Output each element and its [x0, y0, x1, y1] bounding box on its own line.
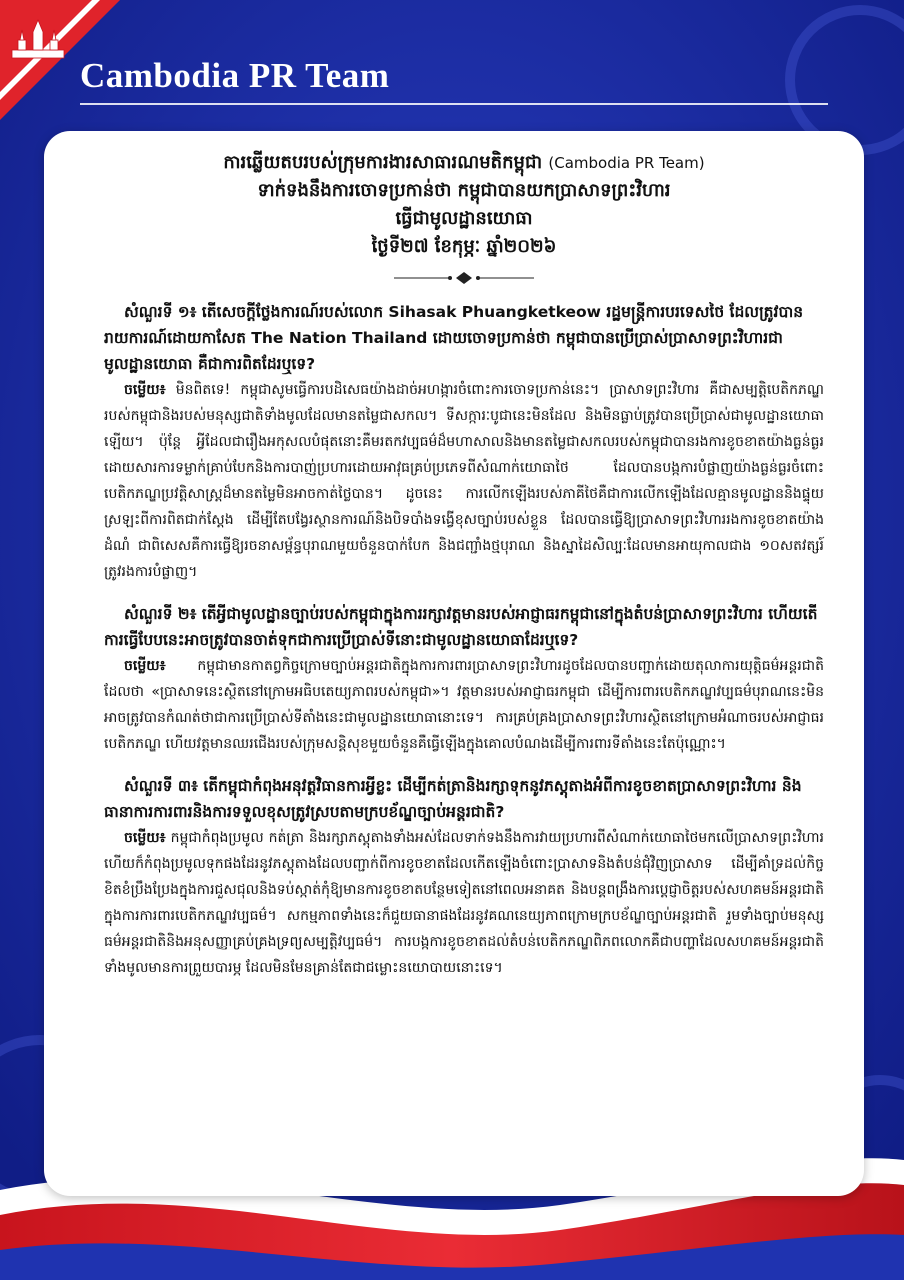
qa-item-1: [104, 299, 824, 585]
answer-1: [104, 377, 824, 585]
question-3: សំណួរទី ៣៖ តើកម្ពុជាកំពុងអនុវត្តវិធានការអ្វីខ្លះ ដើម្បីកត់ត្រានិងរក្សាទុកនូវភស្តុតាងអំពីការខូចខាតប្រាសាទព្រះវិហារ និងធានាការការពារនិងការទទួលខុសត្រូវស្របតាមក្របខ័ណ្ឌច្បាប់អន្តរជាតិ?: [104, 777, 802, 821]
title-line-1-sub: (Cambodia PR Team): [548, 154, 705, 172]
title-line-1: [104, 149, 824, 177]
title-date: ថ្ងៃទី២៧ ខែកុម្ភៈ ឆ្នាំ២០២៦: [371, 236, 557, 257]
qa-item-2: [104, 601, 824, 757]
answer-label: ចម្លើយ៖: [124, 382, 166, 398]
answer-1-text: មិនពិតទេ! កម្ពុជាសូមធ្វើការបដិសេធយ៉ាងដាច់អហង្ការចំពោះការចោទប្រកាន់នេះ។ ប្រាសាទព្រះវិហារ គឺជាសម្បត្តិបេតិកភណ្ឌរបស់កម្ពុជានិងរបស់មនុស្សជាតិទាំងមូលដែលមានតម្លៃជាសកល។ ទីសក្ការៈបូជានេះមិនដែល និងមិនធ្លាប់ត្រូវបានប្រើប្រាស់ជាមូលដ្ឋានយោធាឡើយ។ ប៉ុន្តែ អ្វីដែលជារឿងអកុសលបំផុតនោះគឺមរតកវប្បធម៌ដ៏មហាសាលនិងមានតម្លៃជាសកលរបស់កម្ពុជាបានរងការខូចខាតយ៉ាងធ្ងន់ធ្ងរ ដោយសារការទម្លាក់គ្រាប់បែកនិងការបាញ់ប្រហារដោយអាវុធគ្រប់ប្រភេទពីសំណាក់យោធាថៃ ដែលបានបង្កការបំផ្លាញយ៉ាងធ្ងន់ធ្ងរចំពោះបេតិកភណ្ឌប្រវត្តិសាស្ត្រដ៏មានតម្លៃមិនអាចកាត់ថ្លៃបាន។ ដូចនេះ ការលើកឡើងរបស់ភាគីថៃគឺជាការលើកឡើងដែលគ្មានមូលដ្ឋាននិងផ្ទុយស្រឡះពីការពិតជាក់ស្តែង ដើម្បីតែបង្វែរស្ថានការណ៍និងបិទបាំងទង្វើខុសច្បាប់របស់ខ្លួន ដែលបានធ្វើឱ្យប្រាសាទព្រះវិហាររងការខូចខាតយ៉ាងដំណំ ជាពិសេសគឺការធ្វើឱ្យរចនាសម្ព័ន្ធបុរាណមួយចំនួនបាក់បែក និងជញ្ជាំងថ្មបុរាណ និងស្នាដៃសិល្បៈដែលមានអាយុកាលជាង ១០សតវត្សរ៍ ត្រូវរងការបំផ្លាញ។: [104, 382, 824, 580]
question-1: សំណួរទី ១៖ តើសេចក្តីថ្លែងការណ៍របស់លោក Sihasak Phuangketkeow រដ្ឋមន្ត្រីការបរទេសថៃ ដែលត្រូវបានរាយការណ៍ដោយកាសែត The Nation Thailand ដោយចោទប្រកាន់ថា កម្ពុជាបានប្រើប្រាស់ប្រាសាទព្រះវិហារជាមូលដ្ឋានយោធា គឺជាការពិតដែរឬទេ?: [104, 303, 804, 373]
document-title: [104, 149, 824, 261]
answer-3-text: កម្ពុជាកំពុងប្រមូល កត់ត្រា និងរក្សាភស្តុតាងទាំងអស់ដែលទាក់ទងនឹងការវាយប្រហារពីសំណាក់យោធាថៃមកលើប្រាសាទព្រះវិហារ ហើយក៏កំពុងប្រមូលទុកផងដែរនូវភស្តុតាងដែលបញ្ជាក់ពីការខូចខាតដែលកើតឡើងចំពោះប្រាសាទនិងតំបន់ជុំវិញប្រាសាទ ដើម្បីគាំទ្រដល់កិច្ចខិតខំប្រឹងប្រែងក្នុងការជួសជុលនិងទប់ស្កាត់កុំឱ្យមានការខូចខាតបន្ថែមទៀតនៅពេលអនាគត និងបន្តពង្រឹងការប្តេជ្ញាចិត្តរបស់សហគមន៍អន្តរជាតិក្នុងការការពារបេតិកភណ្ឌវប្បធម៌។ សកម្មភាពទាំងនេះក៏ជួយធានាផងដែរនូវគណនេយ្យភាពក្រោមក្របខ័ណ្ឌច្បាប់អន្តរជាតិ រួមទាំងច្បាប់មនុស្សធម៌អន្តរជាតិនិងអនុសញ្ញាគ្រប់គ្រងទ្រព្យសម្បត្តិវប្បធម៌។ ការបង្កការខូចខាតដល់តំបន់បេតិកភណ្ឌពិភពលោកគឺជាបញ្ហាដែលសហគមន៍អន្តរជាតិទាំងមូលមានការព្រួយបារម្ភ ដែលមិនមែនគ្រាន់តែជាជម្លោះនយោបាយនោះទេ។: [104, 830, 825, 976]
answer-2-text: កម្ពុជាមានកាតព្វកិច្ចក្រោមច្បាប់អន្តរជាតិក្នុងការការពារប្រាសាទព្រះវិហារដូចដែលបានបញ្ជាក់ដោយតុលាការយុត្តិធម៌អន្តរជាតិដែលថា «ប្រាសាទនេះស្ថិតនៅក្រោមអធិបតេយ្យភាពរបស់កម្ពុជា»។ វត្តមានរបស់អាជ្ញាធរកម្ពុជា ដើម្បីការពារបេតិកភណ្ឌវប្បធម៌បុរាណនេះមិនអាចត្រូវបានកំណត់ថាជាការប្រើប្រាស់ទីតាំងនេះជាមូលដ្ឋានយោធានោះទេ។ ការគ្រប់គ្រងប្រាសាទព្រះវិហារស្ថិតនៅក្រោមអំណាចរបស់អាជ្ញាធរបេតិកភណ្ឌ ហើយវត្តមានឈរជើងរបស់ក្រុមសន្តិសុខមួយចំនួនគឺធ្វើឡើងក្នុងគោលបំណងដើម្បីការពារទីតាំងនេះតែប៉ុណ្ណោះ។: [104, 658, 824, 752]
question-2: សំណួរទី ២៖ តើអ្វីជាមូលដ្ឋានច្បាប់របស់កម្ពុជាក្នុងការរក្សាវត្តមានរបស់អាជ្ញាធរកម្ពុជានៅក្នុងតំបន់ប្រាសាទព្រះវិហារ ហើយតើការធ្វើបែបនេះអាចត្រូវបានចាត់ទុកជាការប្រើប្រាស់ទីនោះជាមូលដ្ឋានយោធាដែរឬទេ?: [104, 605, 818, 649]
title-line-2: ទាក់ទងនឹងការចោទប្រកាន់ថា កម្ពុជាបានយកប្រាសាទព្រះវិហារ: [257, 180, 671, 201]
answer-label: ចម្លើយ៖: [124, 658, 166, 674]
answer-2: [104, 653, 824, 757]
title-line-1-text: ការឆ្លើយតបរបស់ក្រុមការងារសាធារណមតិកម្ពុជា: [223, 152, 543, 173]
document-body: [44, 131, 864, 997]
angkor-temple-emblem: [0, 0, 92, 82]
title-line-3: ធ្វើជាមូលដ្ឋានយោធា: [395, 208, 533, 229]
answer-label: ចម្លើយ៖: [124, 830, 166, 846]
qa-item-3: [104, 773, 824, 981]
header-title: Cambodia PR Team: [80, 56, 390, 95]
header-divider: [80, 103, 828, 105]
answer-3: [104, 825, 824, 981]
ornament-divider: [394, 271, 534, 285]
